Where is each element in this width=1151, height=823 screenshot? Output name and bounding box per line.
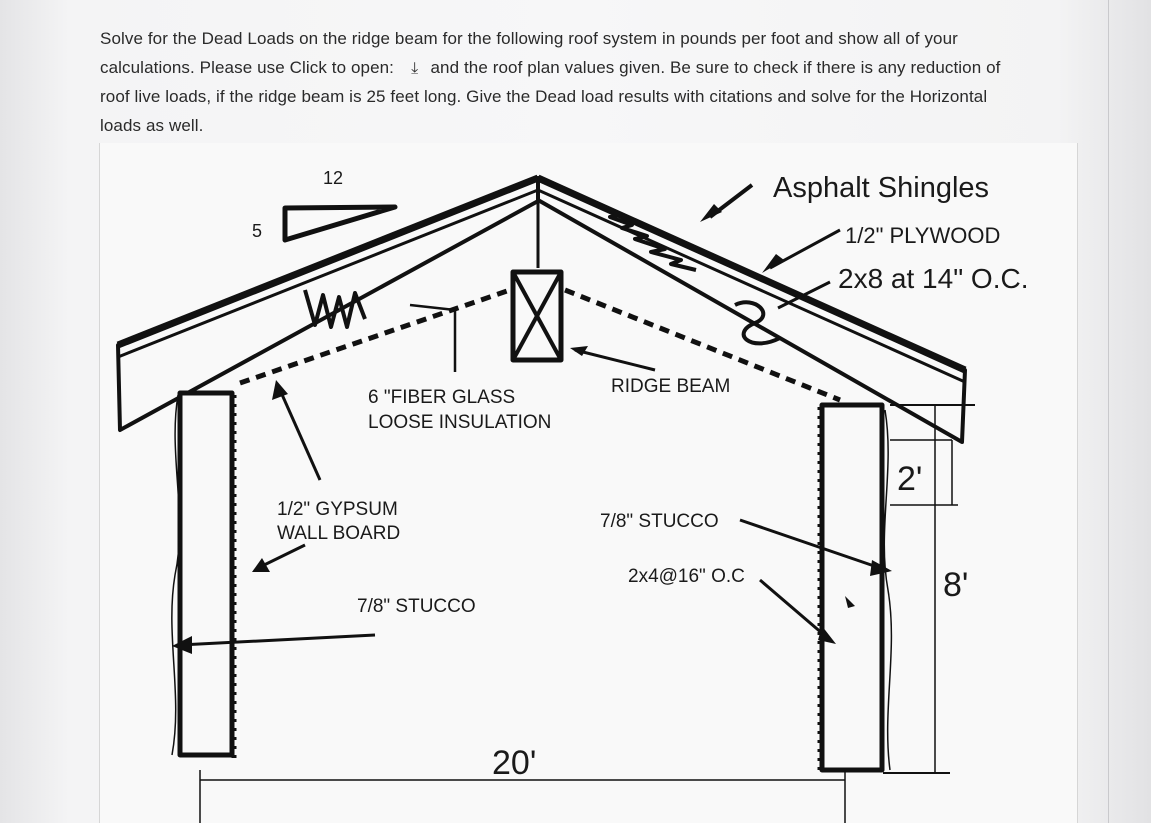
left-wall (180, 393, 232, 755)
shingles-arrowhead (700, 204, 722, 222)
ridge-beam-label: RIDGE BEAM (611, 376, 731, 397)
gypsum-arrowhead (272, 380, 288, 400)
rafters-label: 2x8 at 14" O.C. (838, 263, 1029, 294)
stucco-right-label: 7/8" STUCCO (600, 511, 719, 532)
question-line-1-text: Solve for the Dead Loads on the ridge beam for the following roof system in pounds per foot and show all of your (100, 29, 958, 48)
question-line-2a-text: calculations. Please use Click to open: (100, 57, 395, 77)
gypsum-label-line-1: 1/2" GYPSUM (277, 499, 398, 520)
studs-label: 2x4@16" O.C (628, 566, 745, 587)
overhang-dim-label: 2' (897, 460, 923, 498)
gypsum-label-line-2: WALL BOARD (277, 523, 401, 544)
right-wall (822, 405, 882, 770)
insulation-label-line-1: 6 "FIBER GLASS (368, 387, 516, 408)
wall-height-dim-label: 8' (943, 566, 969, 604)
right-wall-stucco-edge (884, 410, 891, 770)
question-line-2b-text: and the roof plan values given. Be sure to check if there is any reduction of (430, 57, 1001, 77)
slope-rise-label: 5 (252, 221, 263, 241)
ridge-beam-arrowhead (570, 346, 588, 356)
plywood-label: 1/2" PLYWOOD (845, 223, 1001, 248)
slope-triangle (285, 207, 395, 240)
ridge-beam-leader (575, 350, 655, 370)
plywood-leader (770, 230, 840, 268)
stucco-left-label: 7/8" STUCCO (357, 596, 476, 617)
download-icon[interactable]: ⤓ (411, 59, 419, 77)
span-dim-label: 20' (492, 744, 537, 782)
slope-run-label: 12 (323, 168, 344, 188)
gypsum-leader (280, 390, 320, 480)
insulation-label-line-2: LOOSE INSULATION (368, 412, 552, 433)
roof-left-plywood-line (118, 190, 538, 357)
question-line-3-text: roof live loads, if the ridge beam is 25 feet long. Give the Dead load results with citations and solve for the Horizontal (100, 87, 988, 106)
asphalt-shingles-label: Asphalt Shingles (773, 172, 990, 204)
question-line-4-text: loads as well. (100, 115, 204, 135)
